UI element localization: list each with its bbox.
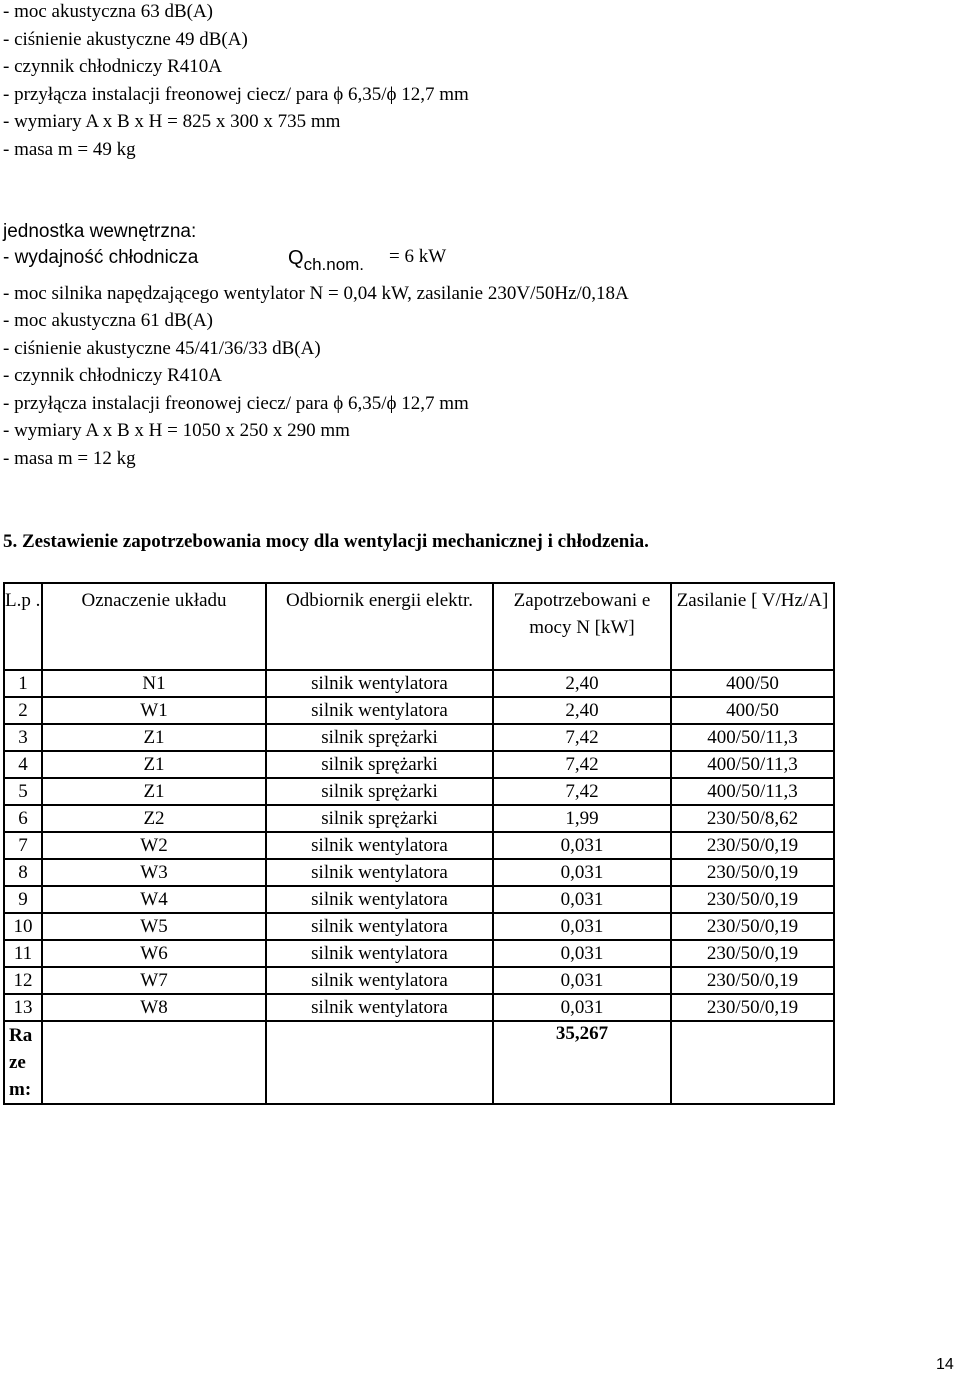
total-empty-cell: [671, 1021, 834, 1104]
table-row: [4, 832, 834, 859]
cell-system: W8: [42, 994, 266, 1021]
cell-receiver: silnik sprężarki: [266, 724, 493, 751]
cell-power: 0,031: [493, 913, 671, 940]
cell-lp: 6: [4, 805, 42, 832]
total-label: Ra ze m:: [4, 1021, 42, 1104]
table-row: [4, 751, 834, 778]
cell-system: W1: [42, 697, 266, 724]
cell-supply: 400/50: [671, 697, 834, 724]
cell-supply: 230/50/0,19: [671, 859, 834, 886]
cell-receiver: silnik sprężarki: [266, 751, 493, 778]
indoor-spec-line: - przyłącza instalacji freonowej ciecz/ para ϕ 6,35/ϕ 12,7 mm: [3, 393, 469, 414]
cell-supply: 230/50/0,19: [671, 913, 834, 940]
cell-power: 0,031: [493, 967, 671, 994]
table-row: [4, 724, 834, 751]
cell-power: 7,42: [493, 724, 671, 751]
table-row: [4, 886, 834, 913]
cell-lp: 8: [4, 859, 42, 886]
spec-line: - przyłącza instalacji freonowej ciecz/ para ϕ 6,35/ϕ 12,7 mm: [3, 84, 469, 105]
capacity-symbol: [288, 247, 365, 274]
page-number: 14: [936, 1356, 954, 1373]
cell-lp: 13: [4, 994, 42, 1021]
table-total-row: [4, 1021, 834, 1104]
cell-supply: 400/50/11,3: [671, 724, 834, 751]
capacity-value: = 6 kW: [389, 246, 447, 267]
cell-receiver: silnik wentylatora: [266, 913, 493, 940]
cell-system: W3: [42, 859, 266, 886]
table-row: [4, 913, 834, 940]
capacity-subscript: ch.nom.: [303, 255, 365, 274]
cell-receiver: silnik sprężarki: [266, 778, 493, 805]
spec-line: - ciśnienie akustyczne 49 dB(A): [3, 29, 248, 50]
indoor-unit-title: jednostka wewnętrzna:: [3, 221, 197, 242]
cell-system: W4: [42, 886, 266, 913]
spec-line: - masa m = 49 kg: [3, 139, 136, 160]
cell-lp: 10: [4, 913, 42, 940]
power-demand-table: [3, 582, 835, 1105]
cell-power: 0,031: [493, 886, 671, 913]
cell-lp: 12: [4, 967, 42, 994]
cell-receiver: silnik wentylatora: [266, 967, 493, 994]
cell-lp: 2: [4, 697, 42, 724]
cell-system: Z2: [42, 805, 266, 832]
indoor-spec-line: - wymiary A x B x H = 1050 x 250 x 290 mm: [3, 420, 350, 441]
cell-power: 2,40: [493, 697, 671, 724]
table-row: [4, 805, 834, 832]
cell-receiver: silnik sprężarki: [266, 805, 493, 832]
table-row: [4, 859, 834, 886]
header-supply: Zasilanie [ V/Hz/A]: [671, 583, 834, 670]
indoor-spec-line: - czynnik chłodniczy R410A: [3, 365, 222, 386]
indoor-spec-line: - ciśnienie akustyczne 45/41/36/33 dB(A): [3, 338, 321, 359]
cell-receiver: silnik wentylatora: [266, 994, 493, 1021]
cell-supply: 230/50/0,19: [671, 994, 834, 1021]
cell-system: Z1: [42, 778, 266, 805]
table-body: [4, 670, 834, 1021]
indoor-spec-line: - masa m = 12 kg: [3, 448, 136, 469]
cell-power: 2,40: [493, 670, 671, 697]
cell-receiver: silnik wentylatora: [266, 886, 493, 913]
cell-system: Z1: [42, 751, 266, 778]
cell-lp: 1: [4, 670, 42, 697]
cell-lp: 4: [4, 751, 42, 778]
cell-receiver: silnik wentylatora: [266, 670, 493, 697]
cell-system: Z1: [42, 724, 266, 751]
indoor-spec-line: - moc silnika napędzającego wentylator N = 0,04 kW, zasilanie 230V/50Hz/0,18A: [3, 283, 629, 304]
cell-lp: 9: [4, 886, 42, 913]
cell-receiver: silnik wentylatora: [266, 697, 493, 724]
cell-system: W5: [42, 913, 266, 940]
cell-supply: 400/50: [671, 670, 834, 697]
cell-lp: 7: [4, 832, 42, 859]
table-row: [4, 697, 834, 724]
header-lp: L.p .: [4, 583, 42, 670]
section-heading: 5. Zestawienie zapotrzebowania mocy dla wentylacji mechanicznej i chłodzenia.: [3, 531, 649, 552]
header-system: Oznaczenie układu: [42, 583, 266, 670]
cell-system: W2: [42, 832, 266, 859]
spec-line: - moc akustyczna 63 dB(A): [3, 1, 213, 22]
cell-supply: 230/50/0,19: [671, 940, 834, 967]
cell-system: N1: [42, 670, 266, 697]
cell-lp: 5: [4, 778, 42, 805]
header-receiver: Odbiornik energii elektr.: [266, 583, 493, 670]
indoor-spec-line: - moc akustyczna 61 dB(A): [3, 310, 213, 331]
total-empty-cell: [266, 1021, 493, 1104]
cell-power: 0,031: [493, 940, 671, 967]
table-header-row: [4, 583, 834, 670]
cell-system: W6: [42, 940, 266, 967]
cell-lp: 11: [4, 940, 42, 967]
cell-supply: 400/50/11,3: [671, 778, 834, 805]
header-power: Zapotrzebowani e mocy N [kW]: [493, 583, 671, 670]
table-row: [4, 670, 834, 697]
table-row: [4, 967, 834, 994]
cell-system: W7: [42, 967, 266, 994]
total-value: 35,267: [493, 1021, 671, 1104]
cell-supply: 400/50/11,3: [671, 751, 834, 778]
cell-supply: 230/50/0,19: [671, 832, 834, 859]
cell-power: 0,031: [493, 859, 671, 886]
spec-line: - wymiary A x B x H = 825 x 300 x 735 mm: [3, 111, 341, 132]
cell-supply: 230/50/0,19: [671, 886, 834, 913]
cell-power: 0,031: [493, 832, 671, 859]
table-row: [4, 778, 834, 805]
cell-power: 0,031: [493, 994, 671, 1021]
cell-receiver: silnik wentylatora: [266, 859, 493, 886]
cell-supply: 230/50/0,19: [671, 967, 834, 994]
capacity-label: - wydajność chłodnicza: [3, 247, 199, 268]
cell-supply: 230/50/8,62: [671, 805, 834, 832]
cell-lp: 3: [4, 724, 42, 751]
spec-line: - czynnik chłodniczy R410A: [3, 56, 222, 77]
cell-power: 7,42: [493, 778, 671, 805]
cell-power: 1,99: [493, 805, 671, 832]
table-row: [4, 994, 834, 1021]
capacity-symbol-letter: Q: [288, 247, 304, 269]
cell-receiver: silnik wentylatora: [266, 832, 493, 859]
table-row: [4, 940, 834, 967]
cell-power: 7,42: [493, 751, 671, 778]
cell-receiver: silnik wentylatora: [266, 940, 493, 967]
total-empty-cell: [42, 1021, 266, 1104]
